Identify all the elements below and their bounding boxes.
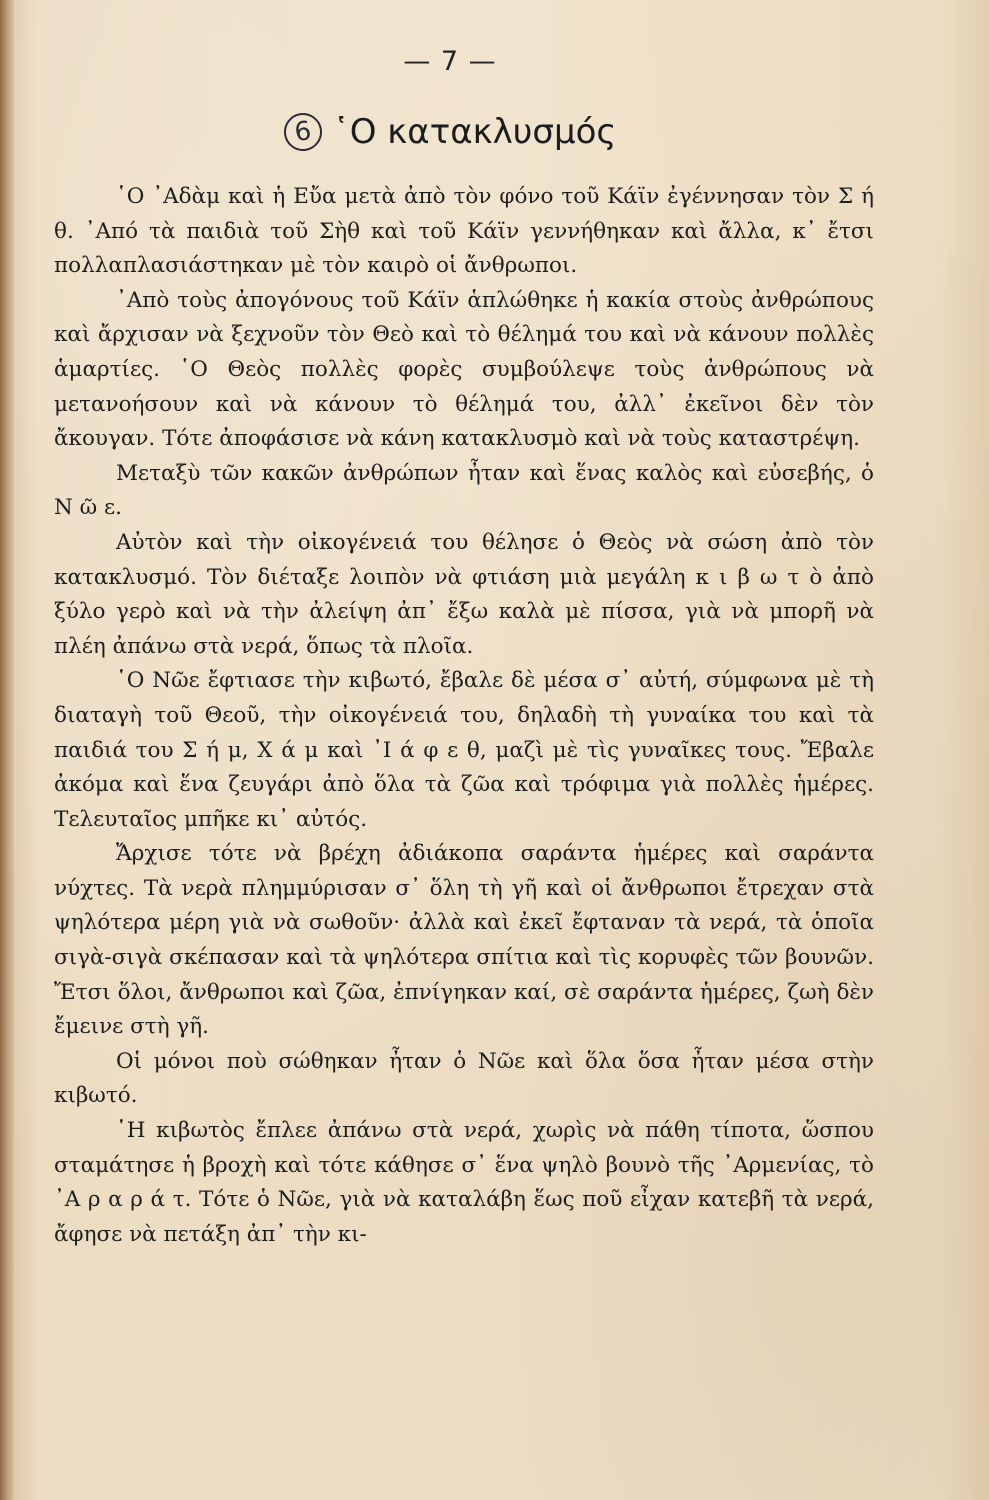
paragraph: Αὐτὸν καὶ τὴν οἰκογένειά του θέλησε ὁ Θεὸς νὰ σώση ἀπὸ τὸν κατακλυσμό. Τὸν διέταξε λοιπὸν νὰ φτιάση μιὰ μεγάλη κ ι β ω τ ὸ ἀπὸ ξύλο γερὸ καὶ νὰ τὴν ἀλείψη ἀπ᾿ ἔξω καλὰ μὲ πίσσα, γιὰ νὰ μπορῆ νὰ πλέη ἀπάνω στὰ νερά, ὅπως τὰ πλοῖα. bbox=[54, 529, 874, 659]
paragraph: Οἱ μόνοι ποὺ σώθηκαν ἦταν ὁ Νῶε καὶ ὅλα ὅσα ἦταν μέσα στὴν κιβωτό. bbox=[54, 1048, 874, 1109]
paragraph: ῾Η κιβωτὸς ἔπλεε ἀπάνω στὰ νερά, χωρὶς νὰ πάθη τίποτα, ὥσπου σταμάτησε ἡ βροχὴ καὶ τότε κάθησε σ᾿ ἕνα ψηλὸ βουνὸ τῆς ᾿Αρμενίας, τὸ ᾿Α ρ α ρ ά τ. Τότε ὁ Νῶε, γιὰ νὰ καταλάβη ἕως ποῦ εἶχαν κατεβῆ τὰ νερά, ἄφησε νὰ πετάξη ἀπ᾿ τὴν κι- bbox=[54, 1118, 874, 1247]
book-spine-shadow bbox=[0, 0, 14, 1500]
chapter-number-circled: 6 bbox=[281, 111, 324, 154]
chapter-title: ῾Ο κατακλυσμός bbox=[332, 112, 617, 152]
paragraph: Ἄρχισε τότε νὰ βρέχη ἀδιάκοπα σαράντα ἡμέρες καὶ σαράντα νύχτες. Τὰ νερὰ πλημμύρισαν σ᾿ ὅλη τὴ γῆ καὶ οἱ ἄνθρωποι ἔτρεχαν στὰ ψηλότερα μέρη γιὰ νὰ σωθοῦν· ἀλλὰ καὶ ἐκεῖ ἔφταναν τὰ νερά, τὰ ὁποῖα σιγὰ-σιγὰ σκέπασαν καὶ τὰ ψηλότερα σπίτια καὶ τὶς κορυφὲς τῶν βουνῶν. Ἔτσι ὅλοι, ἄνθρωποι καὶ ζῶα, ἐπνίγηκαν καί, σὲ σαράντα ἡμέρες, ζωὴ δὲν ἔμεινε στὴ γῆ. bbox=[54, 841, 874, 1040]
paragraph: ᾿Απὸ τοὺς ἀπογόνους τοῦ Κάϊν ἁπλώθηκε ἡ κακία στοὺς ἀνθρώπους καὶ ἄρχισαν νὰ ξεχνοῦν τὸν Θεὸ καὶ τὸ θέλημά του καὶ νὰ κάνουν πολλὲς ἁμαρτίες. ῾Ο Θεὸς πολλὲς φορὲς συμβούλεψε τοὺς ἀνθρώπους νὰ μετανοήσουν καὶ νὰ κάνουν τὸ θέλημά του, ἀλλ᾿ ἐκεῖνοι δὲν τὸν ἄκουγαν. Τότε ἀποφάσισε νὰ κάνη κατακλυσμὸ καὶ νὰ τοὺς καταστρέψη. bbox=[54, 287, 874, 452]
page-number: — 7 — bbox=[403, 46, 497, 77]
paragraph: Μεταξὺ τῶν κακῶν ἀνθρώπων ἦταν καὶ ἕνας καλὸς καὶ εὐσεβής, ὁ Ν ῶ ε. bbox=[54, 460, 874, 521]
chapter-heading bbox=[0, 112, 900, 152]
paragraph: ῾Ο ᾿Αδὰμ καὶ ἡ Εὔα μετὰ ἀπὸ τὸν φόνο τοῦ Κάϊν ἐγέννησαν τὸν Σ ή θ. ᾿Από τὰ παιδιὰ τοῦ Σὴθ καὶ τοῦ Κάϊν γεννήθηκαν καὶ ἄλλα, κ᾿ ἔτσι πολλαπλασιάστηκαν μὲ τὸν καιρὸ οἱ ἄνθρωποι. bbox=[54, 184, 874, 279]
body-text bbox=[54, 180, 874, 1252]
paragraph: ῾Ο Νῶε ἔφτιασε τὴν κιβωτό, ἔβαλε δὲ μέσα σ᾿ αὐτή, σύμφωνα μὲ τὴ διαταγὴ τοῦ Θεοῦ, τὴν οἰκογένειά του, δηλαδὴ τὴ γυναίκα του καὶ τὰ παιδιά του Σ ή μ, Χ ά μ καὶ ᾿Ι ά φ ε θ, μαζὶ μὲ τὶς γυναῖκες τους. Ἔβαλε ἀκόμα καὶ ἕνα ζευγάρι ἀπὸ ὅλα τὰ ζῶα καὶ τρόφιμα γιὰ πολλὲς ἡμέρες. Τελευταῖος μπῆκε κι᾿ αὐτός. bbox=[54, 668, 874, 832]
